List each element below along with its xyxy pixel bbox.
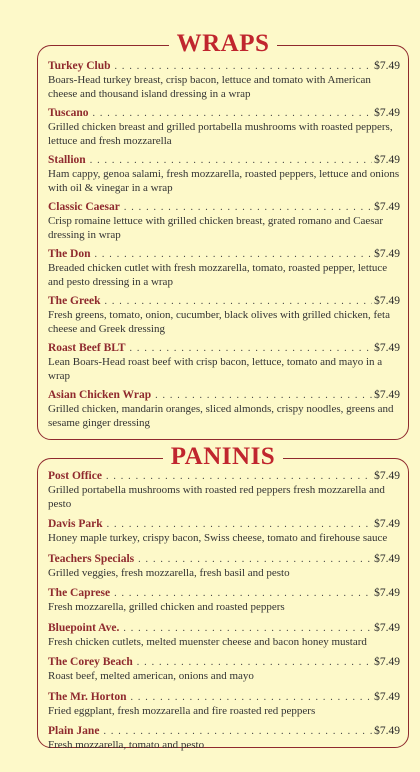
item-name: Teachers Specials xyxy=(48,552,135,565)
item-description: Fresh mozzarella, grilled chicken and roasted peppers xyxy=(48,601,285,613)
item-name: The Mr. Horton xyxy=(48,690,127,703)
menu-item xyxy=(48,247,400,289)
wraps-title: WRAPS xyxy=(169,30,278,57)
item-description: Grilled chicken, mandarin oranges, sliced almonds, crispy noodles, greens and sesame ginger dressing xyxy=(48,403,394,429)
item-price: $7.49 xyxy=(374,201,400,213)
dot-leader xyxy=(115,60,373,74)
item-price: $7.49 xyxy=(374,587,400,599)
item-price: $7.49 xyxy=(374,295,400,307)
item-price: $7.49 xyxy=(374,154,400,166)
dot-leader xyxy=(103,725,372,739)
menu-item xyxy=(48,655,400,684)
item-description: Lean Boars-Head roast beef with crisp bacon, lettuce, tomato and mayo in a wrap xyxy=(48,356,383,382)
menu-item xyxy=(48,341,400,383)
item-description: Fresh chicken cutlets, melted muenster cheese and bacon honey mustard xyxy=(48,635,367,648)
dot-leader xyxy=(93,107,373,121)
wraps-heading xyxy=(38,29,408,62)
dot-leader xyxy=(137,656,372,670)
item-description: Fried eggplant, fresh mozzarella and fire roasted red peppers xyxy=(48,704,316,717)
dot-leader xyxy=(130,691,372,705)
menu-item xyxy=(48,294,400,336)
dot-leader xyxy=(106,470,372,484)
menu-item xyxy=(48,586,400,615)
item-name: Bluepoint Ave. xyxy=(48,621,120,634)
menu-item xyxy=(48,200,400,242)
paninis-section xyxy=(37,443,409,751)
item-description: Ham cappy, genoa salami, fresh mozzarella, roasted peppers, lettuce and onions with oil & vinegar in a wrap xyxy=(48,168,400,194)
item-name: Roast Beef BLT xyxy=(48,342,126,354)
item-description: Grilled portabella mushrooms with roasted red peppers fresh mozzarella and pesto xyxy=(48,484,385,510)
item-price: $7.49 xyxy=(374,470,400,482)
item-price: $7.49 xyxy=(374,725,400,737)
item-name: Classic Caesar xyxy=(48,201,120,213)
item-name: Post Office xyxy=(48,470,102,482)
item-description: Fresh mozzarella, tomato and pesto xyxy=(48,739,205,751)
item-name: Davis Park xyxy=(48,518,103,530)
item-price: $7.49 xyxy=(374,389,400,401)
menu-item xyxy=(48,153,400,195)
menu-item xyxy=(48,690,400,719)
item-description: Honey maple turkey, crispy bacon, Swiss cheese, tomato and firehouse sauce xyxy=(48,532,388,544)
item-price: $7.49 xyxy=(374,690,400,703)
menu-item xyxy=(48,106,400,148)
item-description: Breaded chicken cutlet with fresh mozzarella, tomato, roasted pepper, lettuce and pesto dressing in a wrap xyxy=(48,262,388,288)
wraps-section xyxy=(37,30,409,440)
item-name: The Corey Beach xyxy=(48,656,133,668)
menu-item xyxy=(48,552,400,581)
item-name: Plain Jane xyxy=(48,725,100,737)
dot-leader xyxy=(90,154,372,168)
item-name: Asian Chicken Wrap xyxy=(48,389,152,401)
item-name: The Don xyxy=(48,248,91,260)
dot-leader xyxy=(155,389,372,403)
item-name: The Caprese xyxy=(48,587,111,599)
item-description: Roast beef, melted american, onions and mayo xyxy=(48,670,254,682)
item-price: $7.49 xyxy=(374,60,400,72)
item-description: Grilled veggies, fresh mozzarella, fresh basil and pesto xyxy=(48,566,290,579)
dot-leader xyxy=(105,295,373,309)
item-price: $7.49 xyxy=(374,107,400,119)
menu-item xyxy=(48,469,400,511)
wraps-list xyxy=(48,59,400,435)
item-price: $7.49 xyxy=(374,552,400,565)
menu-item xyxy=(48,517,400,546)
item-description: Boars-Head turkey breast, crisp bacon, lettuce and tomato with American cheese and thousand island dressing in a wrap xyxy=(48,74,371,100)
dot-leader xyxy=(114,587,372,601)
dot-leader xyxy=(107,518,373,532)
item-description: Grilled chicken breast and grilled portabella mushrooms with roasted peppers, lettuce and fresh mozzarella xyxy=(48,121,393,147)
item-name: Turkey Club xyxy=(48,60,111,72)
dot-leader xyxy=(130,342,373,356)
dot-leader xyxy=(95,248,373,262)
menu-item xyxy=(48,388,400,430)
item-price: $7.49 xyxy=(374,342,400,354)
paninis-list xyxy=(48,469,400,759)
item-price: $7.49 xyxy=(374,518,400,530)
menu-item xyxy=(48,724,400,753)
paninis-title: PANINIS xyxy=(163,443,283,470)
dot-leader xyxy=(124,201,372,215)
item-name: Stallion xyxy=(48,154,86,166)
dot-leader xyxy=(138,553,372,567)
item-description: Crisp romaine lettuce with grilled chicken breast, grated romano and Caesar dressing in wrap xyxy=(48,215,384,241)
item-description: Fresh greens, tomato, onion, cucumber, black olives with grilled chicken, feta cheese and Greek dressing xyxy=(48,309,390,335)
dot-leader xyxy=(123,622,372,636)
item-price: $7.49 xyxy=(374,248,400,260)
item-name: Tuscano xyxy=(48,107,89,119)
item-name: The Greek xyxy=(48,295,101,307)
menu-item xyxy=(48,621,400,650)
menu-item xyxy=(48,59,400,101)
item-price: $7.49 xyxy=(374,656,400,668)
item-price: $7.49 xyxy=(374,621,400,634)
